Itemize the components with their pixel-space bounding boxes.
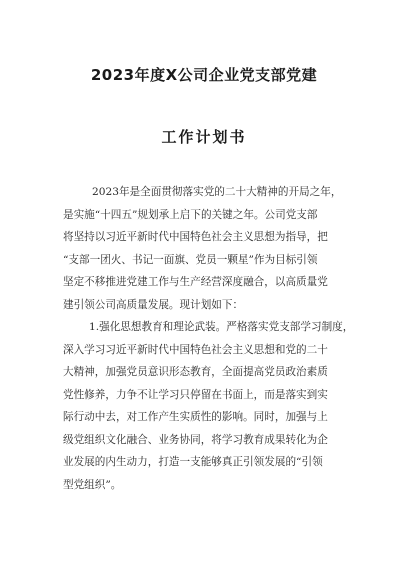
paragraph-line: 建引领公司高质量发展。现计划如下： xyxy=(63,298,244,311)
paragraph-line: 将坚持以习近平新时代中国特色社会主义思想为指导，把 xyxy=(63,231,328,243)
paragraph-line: 大精神，加强党员意识形态教育，全面提高党员政治素质 xyxy=(63,366,328,378)
paragraph-line: 型党组织”。 xyxy=(63,478,122,491)
document-subtitle: 工作计划书 xyxy=(161,128,247,146)
paragraph-line: 级党组织文化融合、业务协同，将学习教育成果转化为企 xyxy=(63,433,328,446)
paragraph-line: 际行动中去，对工作产生实质性的影响。同时，加强与上 xyxy=(63,411,328,423)
document-title: 2023年度X公司企业党支部党建 xyxy=(90,66,318,84)
paragraph-line: 党性修养，力争不让学习只停留在书面上，而是落实到实 xyxy=(63,388,328,401)
paragraph-line: 坚定不移推进党建工作与生产经营深度融合，以高质量党 xyxy=(63,276,328,288)
paragraph-line: 深入学习习近平新时代中国特色社会主义思想和党的二十 xyxy=(63,343,328,356)
paragraph-line: 是实施“十四五”规划承上启下的关键之年。公司党支部 xyxy=(63,208,318,221)
paragraph-line: 2023年是全面贯彻落实党的二十大精神的开局之年， xyxy=(92,186,342,198)
paragraph-line: 1.强化思想教育和理论武装。严格落实党支部学习制度， xyxy=(89,321,354,333)
section-1-paragraph xyxy=(63,316,354,496)
intro-paragraph xyxy=(63,181,349,316)
paragraph-line: “支部一团火、书记一面旗、党员一颗星”作为目标引领 xyxy=(63,253,318,266)
paragraph-line: 业发展的内生动力，打造一支能够真正引领发展的“引领 xyxy=(63,456,323,468)
